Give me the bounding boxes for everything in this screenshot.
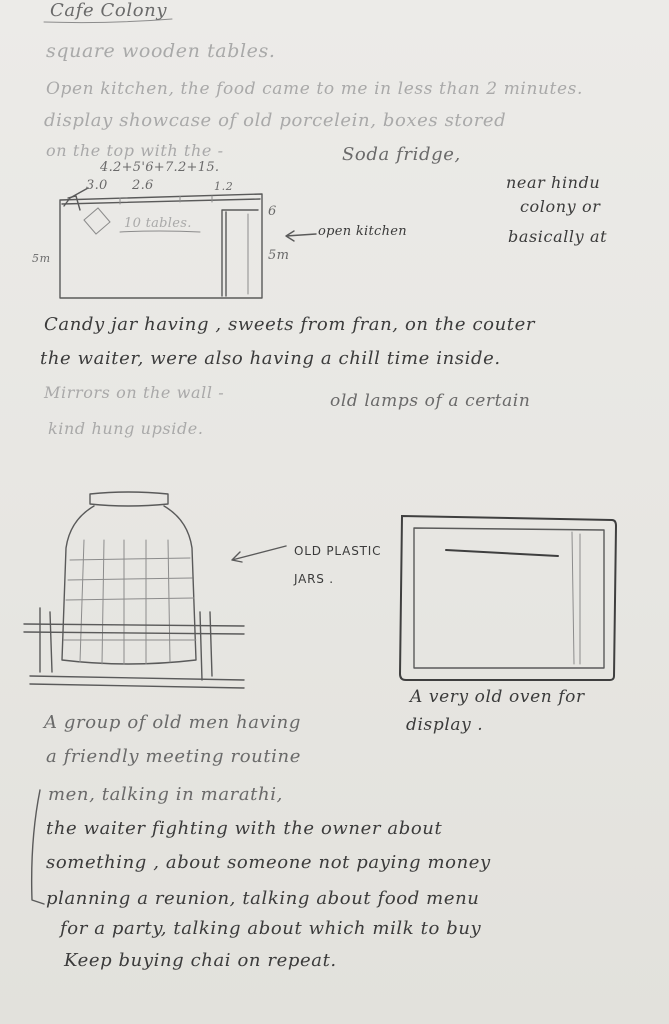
note-line: the waiter fighting with the owner about xyxy=(46,818,443,839)
note-line: Keep buying chai on repeat. xyxy=(64,950,337,971)
note-line: Mirrors on the wall - xyxy=(44,383,225,402)
location-note-line: basically at xyxy=(508,227,608,246)
page-title: Cafe Colony xyxy=(50,0,168,21)
plan-dimension-6: 6 xyxy=(268,204,277,219)
plan-dimension-left: 3.0 xyxy=(86,178,108,193)
note-line: something , about someone not paying money xyxy=(46,852,491,873)
note-line: display showcase of old porcelein, boxes stored xyxy=(44,110,507,131)
oven-sketch xyxy=(400,516,616,680)
plan-dimension-mid: 2.6 xyxy=(132,178,154,193)
note-line: planning a reunion, talking about food menu xyxy=(46,888,480,909)
note-line: kind hung upside. xyxy=(48,419,204,438)
list-bracket xyxy=(32,790,44,904)
plan-dimension-right: 1.2 xyxy=(214,180,234,193)
plan-tables-label: 10 tables. xyxy=(124,216,192,231)
note-line: old lamps of a certain xyxy=(330,391,531,411)
location-note-line: colony or xyxy=(520,197,601,216)
note-line: for a party, talking about which milk to buy xyxy=(60,918,482,939)
plan-dimension-5m-left: 5m xyxy=(32,252,51,265)
oven-label-line: A very old oven for xyxy=(410,687,585,707)
note-line: Soda fridge, xyxy=(342,144,461,165)
oven-label-line: display . xyxy=(406,715,484,735)
plastic-jars-sketch xyxy=(24,492,286,688)
jar-label-line: OLD PLASTIC xyxy=(294,544,382,558)
note-line: on the top with the - xyxy=(46,141,224,160)
note-line: a friendly meeting routine xyxy=(46,746,301,767)
jar-label-line: JARS . xyxy=(294,572,334,586)
location-note-line: near hindu xyxy=(506,173,601,192)
note-line: men, talking in marathi, xyxy=(48,784,283,805)
note-line: Candy jar having , sweets from fran, on the couter xyxy=(44,314,536,335)
plan-dimension-5m-right: 5m xyxy=(268,248,290,263)
plan-kitchen-label: open kitchen xyxy=(318,224,407,239)
note-line: square wooden tables. xyxy=(46,40,276,62)
note-line: the waiter, were also having a chill time inside. xyxy=(40,348,501,369)
plan-dimension-sums: 4.2+5'6+7.2+15. xyxy=(100,160,220,175)
note-line: Open kitchen, the food came to me in less than 2 minutes. xyxy=(46,79,583,99)
note-line: A group of old men having xyxy=(44,712,301,733)
floor-plan-sketch xyxy=(60,188,316,298)
